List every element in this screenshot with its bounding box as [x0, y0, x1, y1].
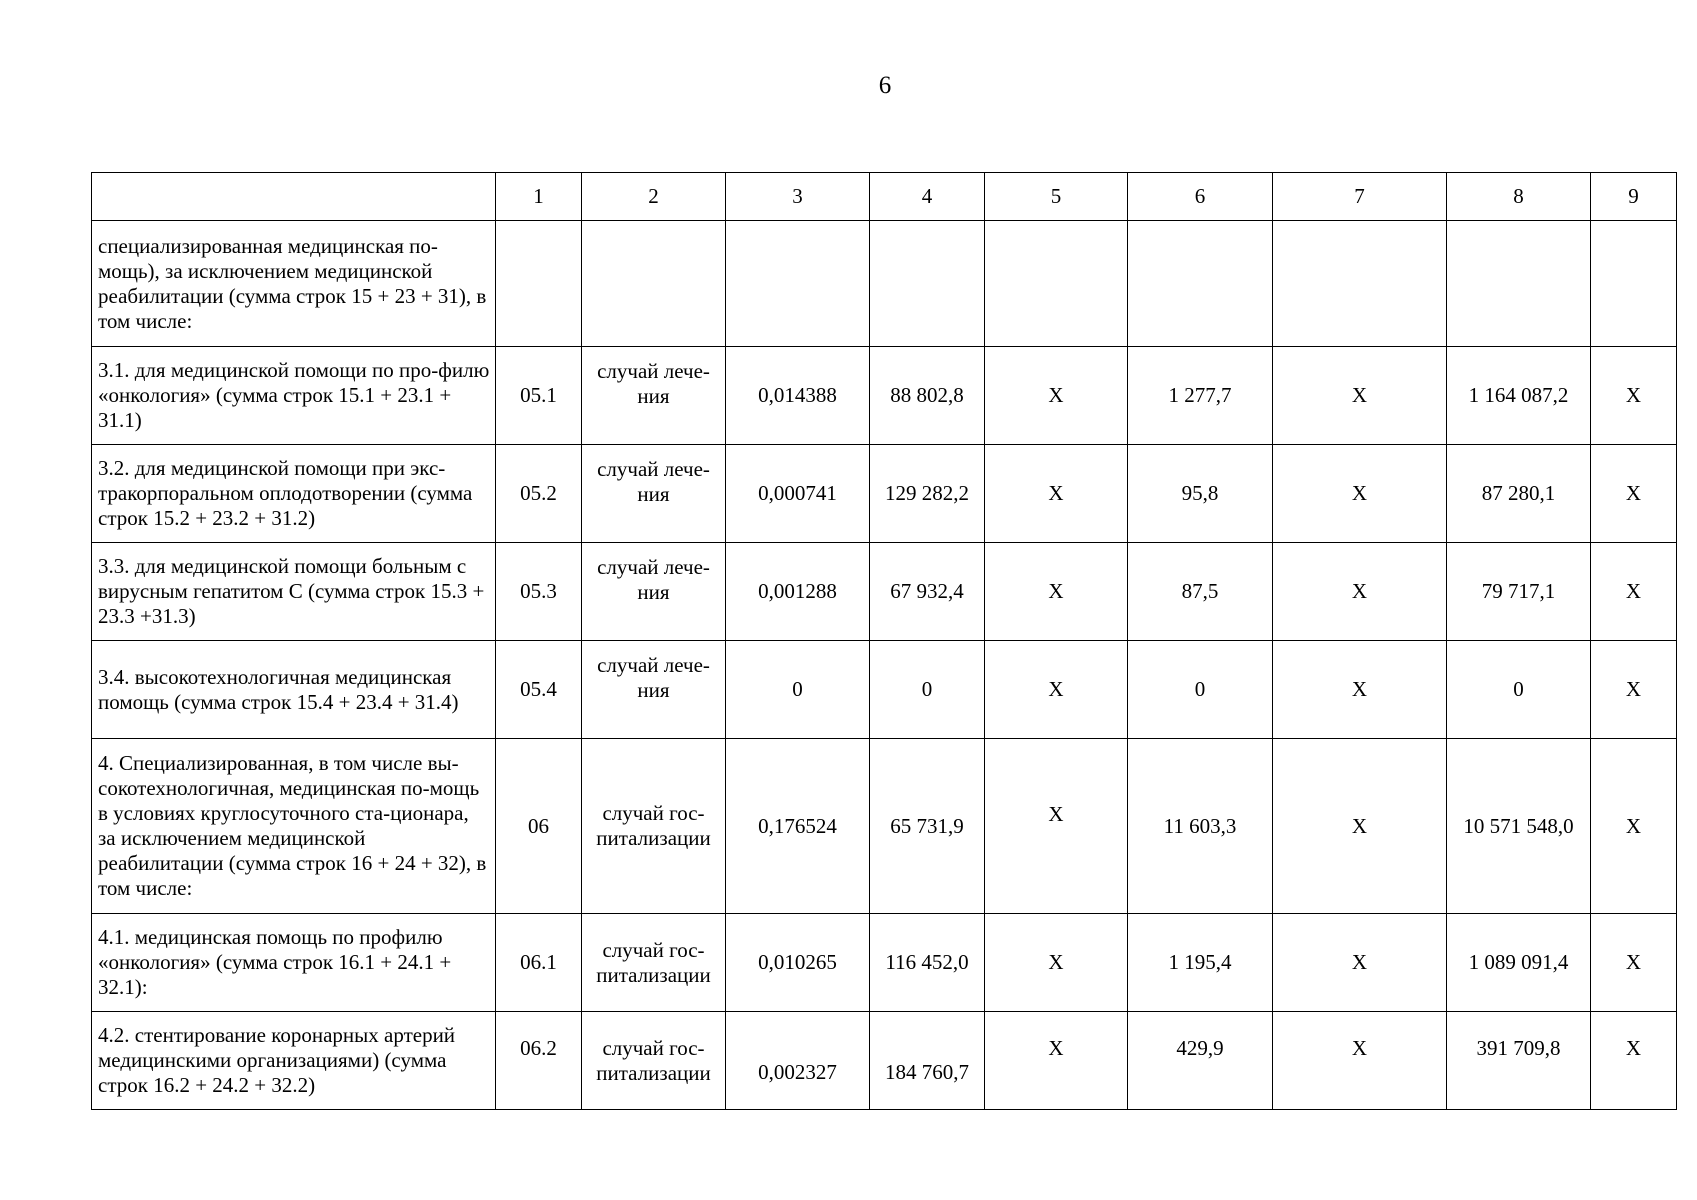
cell-c4: [870, 1012, 985, 1110]
cell-c5: [985, 1012, 1128, 1110]
cell-unit: [582, 347, 726, 445]
cell-line-code: 06: [496, 739, 582, 914]
row-description: 3.2. для медицинской помощи при экс-тракорпоральном оплодотворении (сумма строк 15.2 + 23.2 + 31.2): [92, 445, 496, 543]
cell-c6: 95,8: [1128, 445, 1273, 543]
header-cell: 8: [1447, 173, 1591, 221]
cell-c9-text: X: [1625, 1036, 1642, 1060]
cell-c8: 0: [1447, 641, 1591, 739]
row-description: 4.1. медицинская помощь по профилю «онкология» (сумма строк 16.1 + 24.1 + 32.1):: [92, 914, 496, 1012]
cell-unit: [582, 543, 726, 641]
cell-c7: X: [1273, 543, 1447, 641]
cell-c5: X: [985, 914, 1128, 1012]
cell-line-code: 05.3: [496, 543, 582, 641]
cell-unit: [582, 445, 726, 543]
cell-c9: X: [1591, 347, 1677, 445]
cell-c7: X: [1273, 914, 1447, 1012]
cell-c9: [1591, 1012, 1677, 1110]
cell-c5-text: X: [1048, 1036, 1064, 1060]
header-cell: 3: [726, 173, 870, 221]
cell-c7: X: [1273, 445, 1447, 543]
table-row: [92, 739, 1677, 914]
cell-c7: X: [1273, 641, 1447, 739]
cell-unit: [582, 221, 726, 347]
header-cell: 1: [496, 173, 582, 221]
cell-c8-text: 391 709,8: [1476, 1036, 1561, 1060]
row-description: специализированная медицинская по-мощь), за исключением медицинской реабилитации (сумма строк 15 + 23 + 31), в том числе:: [92, 221, 496, 347]
cell-c6: 0: [1128, 641, 1273, 739]
table-header-row: [92, 173, 1677, 221]
cell-c4-text: 184 760,7: [885, 1060, 969, 1084]
table-row: [92, 1012, 1677, 1110]
cell-c3: [726, 1012, 870, 1110]
cell-c8: 1 089 091,4: [1447, 914, 1591, 1012]
header-cell: 5: [985, 173, 1128, 221]
unit-text: случай лече-ния: [597, 652, 710, 702]
cell-unit: случай гос-питализации: [582, 914, 726, 1012]
cell-c8: 87 280,1: [1447, 445, 1591, 543]
cell-line-code: 05.2: [496, 445, 582, 543]
header-cell: 9: [1591, 173, 1677, 221]
unit-text: случай лече-ния: [597, 456, 710, 506]
table-row: [92, 221, 1677, 347]
cell-c5: X: [985, 641, 1128, 739]
data-table: [91, 172, 1677, 1110]
cell-c6-text: 429,9: [1176, 1036, 1224, 1060]
cell-c3: 0,014388: [726, 347, 870, 445]
cell-c5-text: X: [1048, 801, 1064, 826]
cell-unit: случай гос-питализации: [582, 739, 726, 914]
cell-c7: X: [1273, 739, 1447, 914]
cell-c8: [1447, 1012, 1591, 1110]
cell-c8: 79 717,1: [1447, 543, 1591, 641]
row-description: 3.1. для медицинской помощи по про-филю «онкология» (сумма строк 15.1 + 23.1 + 31.1): [92, 347, 496, 445]
cell-line-code: [496, 221, 582, 347]
cell-c5: X: [985, 347, 1128, 445]
header-cell: [92, 173, 496, 221]
cell-c8: 10 571 548,0: [1447, 739, 1591, 914]
cell-line-code: [496, 1012, 582, 1110]
cell-c5: X: [985, 445, 1128, 543]
header-cell: 6: [1128, 173, 1273, 221]
cell-c8: [1447, 221, 1591, 347]
table-row: [92, 543, 1677, 641]
cell-c9: X: [1591, 445, 1677, 543]
table-row: [92, 914, 1677, 1012]
cell-c9: [1591, 221, 1677, 347]
cell-c8: 1 164 087,2: [1447, 347, 1591, 445]
cell-c4: 67 932,4: [870, 543, 985, 641]
cell-c7-text: X: [1351, 1036, 1368, 1060]
cell-c5: X: [985, 543, 1128, 641]
cell-c7: [1273, 1012, 1447, 1110]
cell-c9: X: [1591, 739, 1677, 914]
header-cell: 7: [1273, 173, 1447, 221]
cell-c4: 116 452,0: [870, 914, 985, 1012]
table-row: [92, 347, 1677, 445]
cell-c6: 11 603,3: [1128, 739, 1273, 914]
header-cell: 2: [582, 173, 726, 221]
cell-c4: 0: [870, 641, 985, 739]
cell-c3: 0: [726, 641, 870, 739]
unit-text: случай лече-ния: [597, 358, 710, 408]
line-code-text: 06.2: [520, 1036, 557, 1060]
cell-c6: 1 277,7: [1128, 347, 1273, 445]
table-row: [92, 641, 1677, 739]
cell-unit: [582, 641, 726, 739]
cell-c9: X: [1591, 543, 1677, 641]
cell-c4: 65 731,9: [870, 739, 985, 914]
page-number: 6: [878, 72, 892, 99]
cell-c4: [870, 221, 985, 347]
cell-c5: [985, 221, 1128, 347]
table-row: [92, 445, 1677, 543]
cell-unit: случай гос-питализации: [582, 1012, 726, 1110]
row-description: 3.4. высокотехнологичная медицинская помощь (сумма строк 15.4 + 23.4 + 31.4): [92, 641, 496, 739]
row-description: 4. Специализированная, в том числе вы-сокотехнологичная, медицинская по-мощь в условиях круглосуточного ста-ционара, за исключением медицинской реабилитации (сумма строк 16 + 24 + 32), в том числе:: [92, 739, 496, 914]
cell-c4: 88 802,8: [870, 347, 985, 445]
header-cell: 4: [870, 173, 985, 221]
unit-text: случай лече-ния: [597, 554, 710, 604]
cell-c4: 129 282,2: [870, 445, 985, 543]
cell-c6: [1128, 1012, 1273, 1110]
cell-c6: [1128, 221, 1273, 347]
cell-c3-text: 0,002327: [758, 1060, 837, 1084]
cell-c3: 0,176524: [726, 739, 870, 914]
cell-c3: 0,001288: [726, 543, 870, 641]
cell-c5: [985, 739, 1128, 914]
cell-c3: [726, 221, 870, 347]
cell-c6: 87,5: [1128, 543, 1273, 641]
cell-line-code: 05.4: [496, 641, 582, 739]
cell-line-code: 05.1: [496, 347, 582, 445]
row-description: 4.2. стентирование коронарных артерий медицинскими организациями) (сумма строк 16.2 + 24.2 + 32.2): [92, 1012, 496, 1110]
cell-c6: 1 195,4: [1128, 914, 1273, 1012]
row-description: 3.3. для медицинской помощи больным с вирусным гепатитом С (сумма строк 15.3 + 23.3 +31.3): [92, 543, 496, 641]
cell-c7: X: [1273, 347, 1447, 445]
cell-c3: 0,000741: [726, 445, 870, 543]
cell-c9: X: [1591, 914, 1677, 1012]
cell-c7: [1273, 221, 1447, 347]
cell-line-code: 06.1: [496, 914, 582, 1012]
cell-c3: 0,010265: [726, 914, 870, 1012]
cell-c9: X: [1591, 641, 1677, 739]
